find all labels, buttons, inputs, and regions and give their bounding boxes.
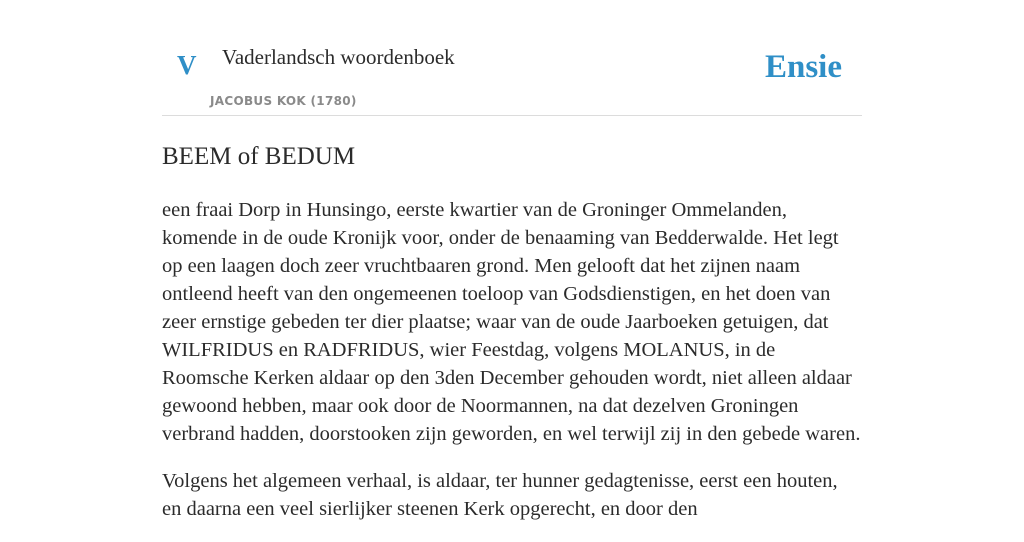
book-title[interactable]: Vaderlandsch woordenboek [222, 45, 455, 69]
entry-paragraph: een fraai Dorp in Hunsingo, eerste kwartier van de Groninger Ommelanden, komende in de oude Kronijk voor, onder de benaaming van Bedderwalde. Het legt op een laagen doch zeer vruchtbaaren grond. Men gelooft dat het zijnen naam ontleend heeft van den ongemeenen toeloop van Godsdienstigen, en het doen van zeer ernstige gebeden ter dier plaatse; waar van de oude Jaarboeken getuigen, dat WILFRIDUS en RADFRIDUS, wier Feestdag, volgens MOLANUS, in de Roomsche Kerken aldaar op den 3den December gehouden wordt, niet alleen aldaar gewoond hebben, maar ook door de Noormannen, na dat dezelven Groningen verbrand hadden, doorstooken zijn geworden, en wel terwijl zij in den gebede waren. [162, 198, 861, 445]
book-logo-letter[interactable]: V [177, 50, 197, 80]
ensie-logo[interactable]: Ensie [764, 49, 842, 85]
entry-paragraph: Volgens het algemeen verhaal, is aldaar, ter hunner gedagtenisse, eerst een houten, en daarna een veel sierlijker steenen Kerk opgerecht, en door den [162, 469, 838, 520]
document-page [162, 0, 862, 542]
book-author: JACOBUS KOK (1780) [210, 94, 357, 108]
header [162, 0, 862, 116]
entry-title: BEEM of BEDUM [162, 143, 356, 170]
entry-body [162, 196, 862, 523]
